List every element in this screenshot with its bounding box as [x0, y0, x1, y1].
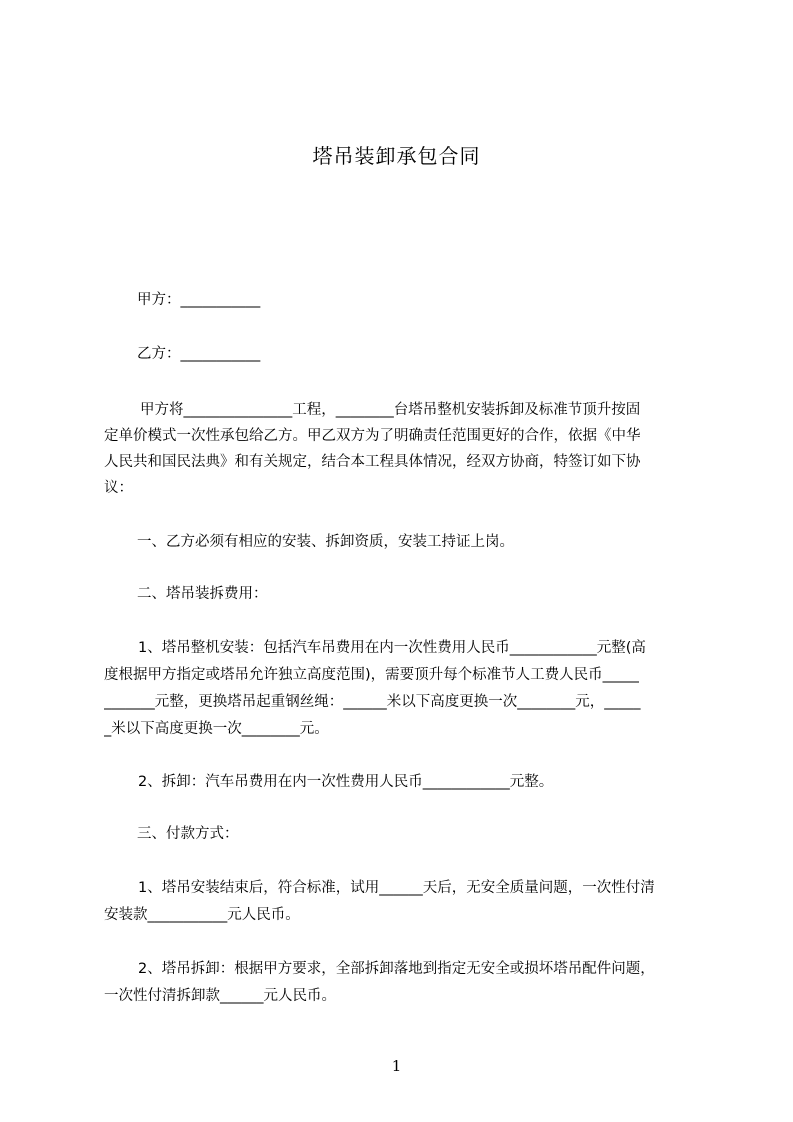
clause-2-item-1-line-1: 1、塔吊整机安装：包括汽车吊费用在内一次性费用人民币____________元整(高 [138, 640, 646, 656]
clause-3-heading: 三、付款方式： [137, 826, 239, 842]
clause-3-item-1-line-2: 安装款___________元人民币。 [104, 907, 300, 923]
intro-line-3: 人民共和国民法典》和有关规定，结合本工程具体情况，经双方协商，特签订如下协 [104, 454, 641, 470]
clause-3-item-2-line-1: 2、塔吊拆卸：根据甲方要求，全部拆卸落地到指定无安全或损坏塔吊配件问题， [138, 961, 655, 977]
party-a-line: 甲方：___________ [137, 292, 261, 308]
clause-2-heading: 二、塔吊装拆费用： [137, 586, 268, 602]
party-b-line: 乙方：___________ [137, 346, 261, 362]
intro-line-1: 甲方将_______________工程，________台塔吊整机安装拆卸及标准节顶升按固 [140, 402, 641, 418]
intro-line-4: 议： [104, 480, 133, 496]
clause-2-item-1-line-3: _______元整，更换塔吊起重钢丝绳：______米以下高度更换一次________元，_____ [104, 694, 641, 710]
document-title: 塔吊装卸承包合同 [312, 144, 481, 168]
clause-2-item-2: 2、拆卸：汽车吊费用在内一次性费用人民币____________元整。 [138, 774, 554, 790]
clause-2-item-1-line-4: _米以下高度更换一次________元。 [104, 721, 329, 737]
clause-2-item-1-line-2: 度根据甲方指定或塔吊允许独立高度范围)，需要顶升每个标准节人工费人民币_____ [104, 667, 639, 683]
clause-3-item-2-line-2: 一次性付清拆卸款______元人民币。 [104, 988, 336, 1004]
clause-1: 一、乙方必须有相应的安装、拆卸资质，安装工持证上岗。 [137, 534, 514, 550]
intro-line-2: 定单价模式一次性承包给乙方。甲乙双方为了明确责任范围更好的合作，依据《中华 [104, 428, 641, 444]
clause-3-item-1-line-1: 1、塔吊安装结束后，符合标准，试用______天后，无安全质量问题，一次性付清 [138, 880, 655, 896]
page-number: 1 [391, 1057, 402, 1075]
